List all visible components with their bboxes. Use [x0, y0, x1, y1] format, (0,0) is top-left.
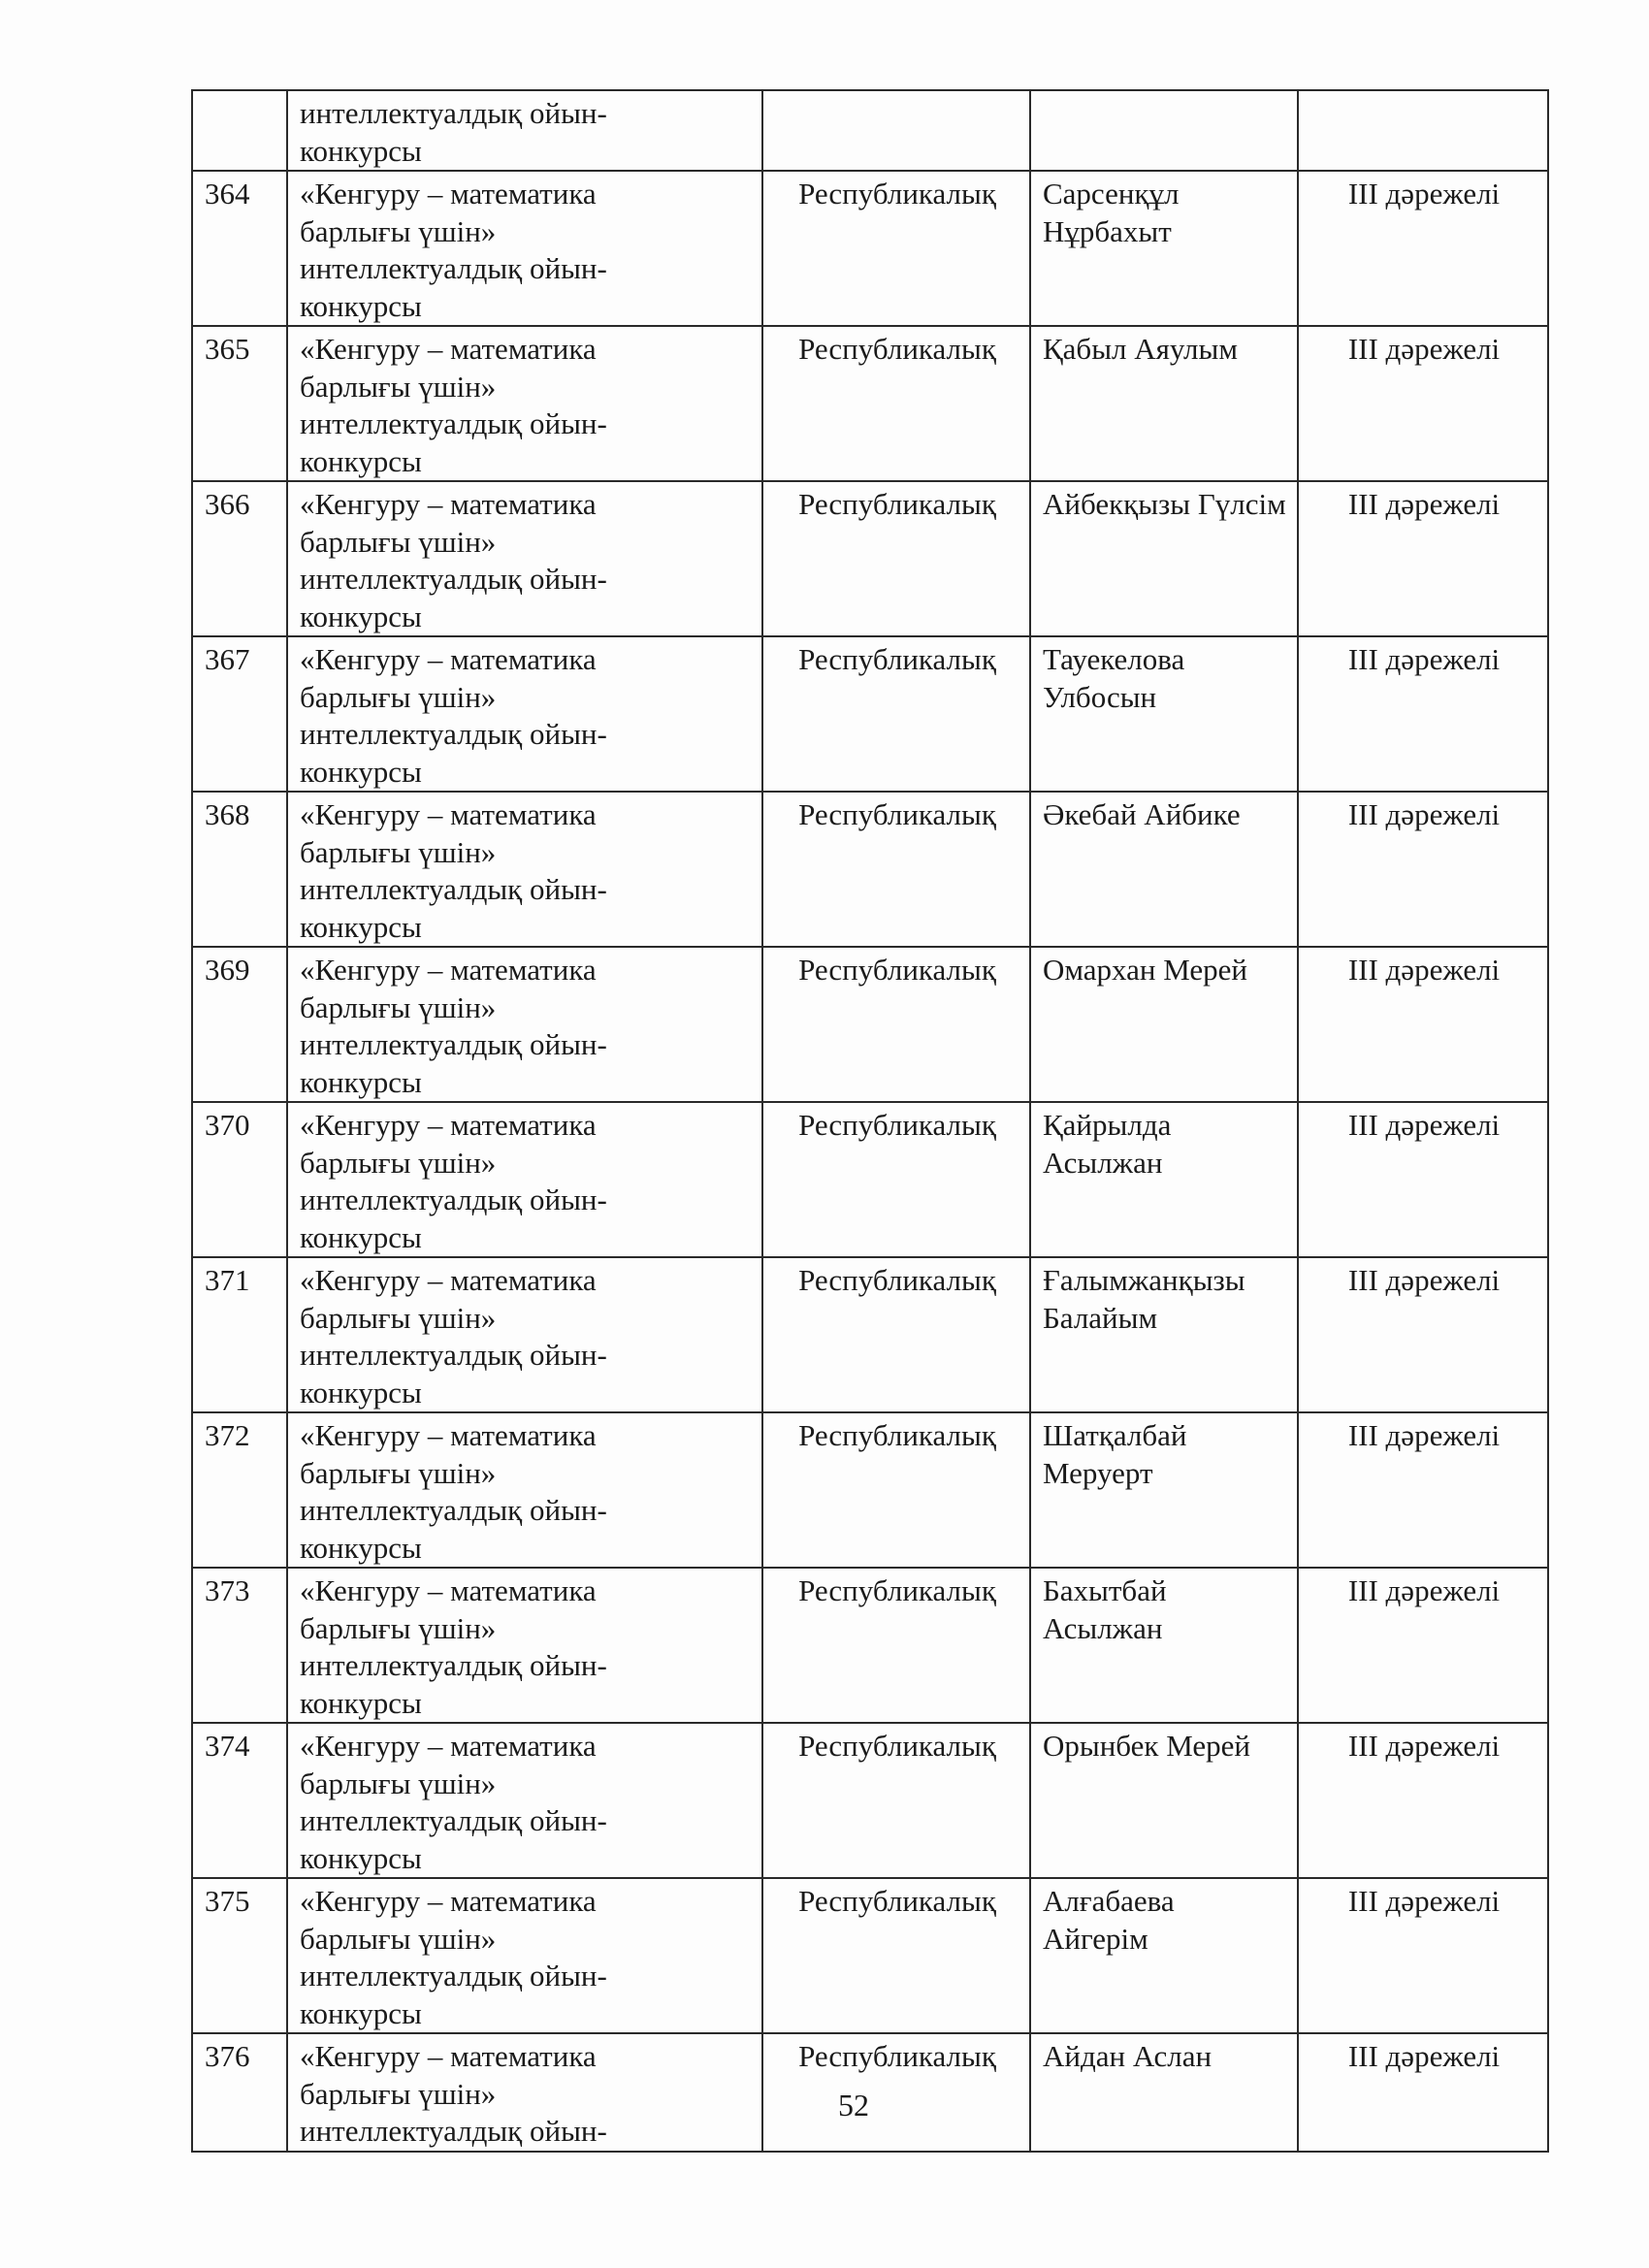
event-cell [287, 481, 762, 636]
event-line: конкурсы [300, 288, 422, 323]
table-row [192, 636, 1548, 792]
row-number-cell: 375 [192, 1878, 287, 2033]
level-cell: Республикалық [762, 636, 1030, 792]
event-line: барлығы үшін» [300, 1145, 497, 1180]
event-line: конкурсы [300, 1995, 422, 2030]
degree-cell: III дәрежелі [1298, 1412, 1548, 1568]
level-cell: Республикалық [762, 1102, 1030, 1257]
participant-name-cell: Алғабаева Айгерім [1030, 1878, 1298, 2033]
event-line: конкурсы [300, 599, 422, 633]
table-row [192, 326, 1548, 481]
table-row [192, 792, 1548, 947]
row-number-cell: 371 [192, 1257, 287, 1412]
degree-cell: III дәрежелі [1298, 636, 1548, 792]
table-row [192, 1412, 1548, 1568]
level-cell: Республикалық [762, 792, 1030, 947]
participant-name-cell: Әкебай Айбике [1030, 792, 1298, 947]
level-cell [762, 90, 1030, 171]
event-line: барлығы үшін» [300, 989, 497, 1024]
event-line: барлығы үшін» [300, 1455, 497, 1490]
event-line: барлығы үшін» [300, 1610, 497, 1645]
event-line: интеллектуалдық ойын- [300, 1648, 607, 1682]
row-number-cell: 366 [192, 481, 287, 636]
event-line: «Кенгуру – математика [300, 1573, 597, 1607]
event-line: интеллектуалдық ойын- [300, 1183, 607, 1216]
table-row [192, 1102, 1548, 1257]
event-line: конкурсы [300, 1530, 422, 1565]
table-row [192, 1568, 1548, 1723]
event-line: барлығы үшін» [300, 524, 497, 559]
event-line: интеллектуалдық ойын- [300, 1803, 607, 1837]
degree-cell: III дәрежелі [1298, 481, 1548, 636]
event-line: конкурсы [300, 1375, 422, 1409]
row-number-cell: 370 [192, 1102, 287, 1257]
participant-name-cell: Шатқалбай Меруерт [1030, 1412, 1298, 1568]
event-cell [287, 1723, 762, 1878]
row-number-cell: 374 [192, 1723, 287, 1878]
participant-name-cell [1030, 90, 1298, 171]
event-line: барлығы үшін» [300, 1766, 497, 1800]
event-line: конкурсы [300, 1064, 422, 1099]
degree-cell: III дәрежелі [1298, 1878, 1548, 2033]
page-number: 52 [838, 2088, 869, 2122]
event-line: интеллектуалдық ойын- [300, 2114, 607, 2148]
level-cell: Республикалық [762, 481, 1030, 636]
event-line: барлығы үшін» [300, 679, 497, 714]
event-line: интеллектуалдық ойын- [300, 406, 607, 440]
event-line: интеллектуалдық ойын- [300, 872, 607, 906]
awards-table [191, 89, 1549, 2153]
row-number-cell: 376 [192, 2033, 287, 2152]
event-line: интеллектуалдық ойын- [300, 1338, 607, 1372]
event-line: конкурсы [300, 1219, 422, 1254]
event-line: барлығы үшін» [300, 834, 497, 869]
event-cell [287, 1102, 762, 1257]
degree-cell: III дәрежелі [1298, 2033, 1548, 2152]
event-line: конкурсы [300, 754, 422, 789]
event-cell [287, 1412, 762, 1568]
row-number-cell [192, 90, 287, 171]
event-line: интеллектуалдық ойын- [300, 96, 607, 130]
event-line: конкурсы [300, 443, 422, 478]
event-line: «Кенгуру – математика [300, 487, 597, 521]
degree-cell: III дәрежелі [1298, 792, 1548, 947]
event-line: конкурсы [300, 1685, 422, 1720]
row-number-cell: 369 [192, 947, 287, 1102]
event-line: конкурсы [300, 133, 422, 168]
row-number-cell: 365 [192, 326, 287, 481]
level-cell: Республикалық [762, 2033, 1030, 2152]
event-line: «Кенгуру – математика [300, 177, 597, 211]
level-cell: Республикалық [762, 947, 1030, 1102]
level-cell: Республикалық [762, 326, 1030, 481]
table-row [192, 171, 1548, 326]
row-number-cell: 368 [192, 792, 287, 947]
event-cell [287, 90, 762, 171]
participant-name-cell: Айдан Аслан [1030, 2033, 1298, 2152]
event-line: «Кенгуру – математика [300, 1418, 597, 1452]
table-row [192, 1723, 1548, 1878]
event-line: «Кенгуру – математика [300, 1263, 597, 1297]
event-line: интеллектуалдық ойын- [300, 562, 607, 596]
participant-name-cell: Орынбек Мерей [1030, 1723, 1298, 1878]
event-line: интеллектуалдық ойын- [300, 1027, 607, 1061]
event-line: «Кенгуру – математика [300, 332, 597, 366]
event-line: «Кенгуру – математика [300, 2039, 597, 2073]
event-line: барлығы үшін» [300, 213, 497, 248]
degree-cell: III дәрежелі [1298, 1723, 1548, 1878]
participant-name-cell: Бахытбай Асылжан [1030, 1568, 1298, 1723]
participant-name-cell: Айбекқызы Гүлсім [1030, 481, 1298, 636]
event-line: конкурсы [300, 1840, 422, 1875]
degree-cell: III дәрежелі [1298, 326, 1548, 481]
degree-cell: III дәрежелі [1298, 947, 1548, 1102]
event-cell [287, 1878, 762, 2033]
event-cell [287, 326, 762, 481]
event-line: барлығы үшін» [300, 1921, 497, 1956]
event-cell [287, 792, 762, 947]
event-line: «Кенгуру – математика [300, 642, 597, 676]
event-line: «Кенгуру – математика [300, 797, 597, 831]
event-line: барлығы үшін» [300, 1300, 497, 1335]
event-line: интеллектуалдық ойын- [300, 1959, 607, 1993]
event-cell [287, 1257, 762, 1412]
participant-name-cell: Қайрылда Асылжан [1030, 1102, 1298, 1257]
level-cell: Республикалық [762, 1412, 1030, 1568]
event-line: интеллектуалдық ойын- [300, 251, 607, 285]
event-line: конкурсы [300, 909, 422, 944]
event-line: интеллектуалдық ойын- [300, 717, 607, 751]
participant-name-cell: Сарсенқұл Нұрбахыт [1030, 171, 1298, 326]
event-line: барлығы үшін» [300, 369, 497, 404]
level-cell: Республикалық [762, 171, 1030, 326]
event-line: «Кенгуру – математика [300, 953, 597, 987]
level-cell: Республикалық [762, 1878, 1030, 2033]
table-row [192, 481, 1548, 636]
level-cell: Республикалық [762, 1723, 1030, 1878]
degree-cell [1298, 90, 1548, 171]
row-number-cell: 373 [192, 1568, 287, 1723]
row-number-cell: 367 [192, 636, 287, 792]
event-line: «Кенгуру – математика [300, 1884, 597, 1918]
participant-name-cell: Ғалымжанқызы Балайым [1030, 1257, 1298, 1412]
degree-cell: III дәрежелі [1298, 1257, 1548, 1412]
level-cell: Республикалық [762, 1257, 1030, 1412]
table-row [192, 947, 1548, 1102]
event-cell [287, 947, 762, 1102]
table-row [192, 1878, 1548, 2033]
event-line: «Кенгуру – математика [300, 1108, 597, 1142]
row-number-cell: 372 [192, 1412, 287, 1568]
event-line: «Кенгуру – математика [300, 1729, 597, 1763]
event-cell [287, 171, 762, 326]
participant-name-cell: Қабыл Аяулым [1030, 326, 1298, 481]
degree-cell: III дәрежелі [1298, 1102, 1548, 1257]
table-row [192, 1257, 1548, 1412]
event-line: интеллектуалдық ойын- [300, 1493, 607, 1527]
participant-name-cell: Омархан Мерей [1030, 947, 1298, 1102]
participant-name-cell: Тауекелова Улбосын [1030, 636, 1298, 792]
row-number-cell: 364 [192, 171, 287, 326]
awards-table-body [192, 90, 1548, 2152]
degree-cell: III дәрежелі [1298, 1568, 1548, 1723]
event-cell [287, 636, 762, 792]
degree-cell: III дәрежелі [1298, 171, 1548, 326]
table-row-continuation [192, 90, 1548, 171]
event-cell [287, 1568, 762, 1723]
level-cell: Республикалық [762, 1568, 1030, 1723]
event-line: барлығы үшін» [300, 2076, 497, 2111]
